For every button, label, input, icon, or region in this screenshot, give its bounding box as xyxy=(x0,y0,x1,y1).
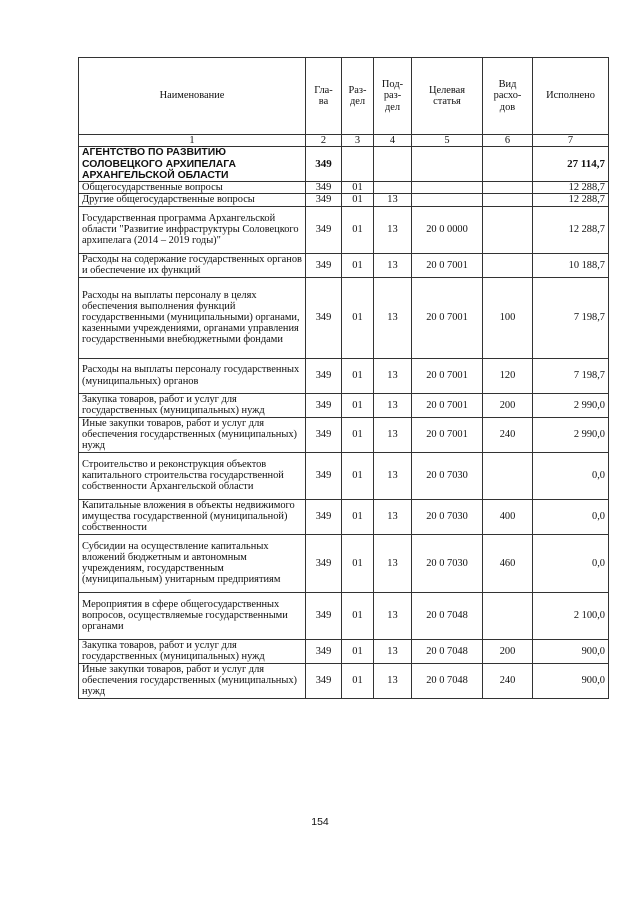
row-name: Субсидии на осуществление капитальных вложений бюджетным и автономным учреждениям, государственным (муниципальным) унитарным предприятиям xyxy=(79,534,306,592)
row-tselevaya: 20 0 7030 xyxy=(412,499,483,534)
agency-row xyxy=(79,147,609,182)
header-podrazdel: Под- раз- дел xyxy=(374,58,412,135)
row-podrazdel xyxy=(374,182,412,194)
row-vid: 240 xyxy=(483,417,533,452)
row-vid xyxy=(483,194,533,206)
row-name: Капитальные вложения в объекты недвижимого имущества государственной (муниципальной) собственности xyxy=(79,499,306,534)
row-razdel: 01 xyxy=(342,182,374,194)
row-name: Общегосударственные вопросы xyxy=(79,182,306,194)
row-tselevaya: 20 0 7001 xyxy=(412,393,483,417)
row-razdel: 01 xyxy=(342,417,374,452)
row-name: Другие общегосударственные вопросы xyxy=(79,194,306,206)
row-razdel: 01 xyxy=(342,639,374,663)
table-row xyxy=(79,206,609,253)
row-podrazdel: 13 xyxy=(374,592,412,639)
row-podrazdel: 13 xyxy=(374,277,412,358)
header-tselevaya: Целевая статья xyxy=(412,58,483,135)
header-ispolneno: Исполнено xyxy=(533,58,609,135)
row-glava: 349 xyxy=(306,358,342,393)
row-tselevaya: 20 0 7001 xyxy=(412,417,483,452)
col-number: 4 xyxy=(374,135,412,147)
row-podrazdel: 13 xyxy=(374,499,412,534)
row-razdel: 01 xyxy=(342,206,374,253)
col-number: 3 xyxy=(342,135,374,147)
row-vid: 120 xyxy=(483,358,533,393)
row-name: Иные закупки товаров, работ и услуг для обеспечения государственных (муниципальных) нужд xyxy=(79,663,306,698)
row-tselevaya: 20 0 7001 xyxy=(412,358,483,393)
column-number-row xyxy=(79,135,609,147)
row-tselevaya: 20 0 7030 xyxy=(412,452,483,499)
col-number: 1 xyxy=(79,135,306,147)
page-number: 154 xyxy=(311,816,329,828)
row-vid: 460 xyxy=(483,534,533,592)
row-name: Закупка товаров, работ и услуг для государственных (муниципальных) нужд xyxy=(79,393,306,417)
row-glava: 349 xyxy=(306,452,342,499)
row-razdel: 01 xyxy=(342,194,374,206)
table-row xyxy=(79,182,609,194)
budget-table xyxy=(78,57,609,699)
row-vid: 100 xyxy=(483,277,533,358)
row-amount: 900,0 xyxy=(533,663,609,698)
row-tselevaya: 20 0 7048 xyxy=(412,663,483,698)
row-vid: 240 xyxy=(483,663,533,698)
row-glava: 349 xyxy=(306,639,342,663)
row-amount: 2 990,0 xyxy=(533,393,609,417)
row-amount: 900,0 xyxy=(533,639,609,663)
row-podrazdel: 13 xyxy=(374,534,412,592)
row-name: Расходы на выплаты персоналу государственных (муниципальных) органов xyxy=(79,358,306,393)
row-tselevaya: 20 0 7001 xyxy=(412,253,483,277)
col-number: 7 xyxy=(533,135,609,147)
row-name: АГЕНТСТВО ПО РАЗВИТИЮ СОЛОВЕЦКОГО АРХИПЕЛАГА АРХАНГЕЛЬСКОЙ ОБЛАСТИ xyxy=(79,147,306,182)
row-podrazdel: 13 xyxy=(374,417,412,452)
row-amount: 0,0 xyxy=(533,499,609,534)
row-amount: 12 288,7 xyxy=(533,194,609,206)
row-amount: 12 288,7 xyxy=(533,206,609,253)
header-vid: Вид расхо- дов xyxy=(483,58,533,135)
row-tselevaya xyxy=(412,147,483,182)
table-row xyxy=(79,393,609,417)
row-glava: 349 xyxy=(306,194,342,206)
row-amount: 0,0 xyxy=(533,534,609,592)
row-vid: 200 xyxy=(483,393,533,417)
table-row xyxy=(79,592,609,639)
row-razdel: 01 xyxy=(342,253,374,277)
table-row xyxy=(79,277,609,358)
header-razdel: Раз- дел xyxy=(342,58,374,135)
row-name: Закупка товаров, работ и услуг для государственных (муниципальных) нужд xyxy=(79,639,306,663)
row-podrazdel: 13 xyxy=(374,393,412,417)
row-razdel: 01 xyxy=(342,663,374,698)
row-glava: 349 xyxy=(306,182,342,194)
row-razdel: 01 xyxy=(342,452,374,499)
row-tselevaya: 20 0 7048 xyxy=(412,639,483,663)
row-podrazdel: 13 xyxy=(374,194,412,206)
row-glava: 349 xyxy=(306,663,342,698)
header-glava: Гла- ва xyxy=(306,58,342,135)
row-tselevaya: 20 0 7048 xyxy=(412,592,483,639)
table-row xyxy=(79,499,609,534)
row-tselevaya: 20 0 7001 xyxy=(412,277,483,358)
row-podrazdel: 13 xyxy=(374,452,412,499)
row-podrazdel: 13 xyxy=(374,663,412,698)
row-vid xyxy=(483,147,533,182)
row-glava: 349 xyxy=(306,592,342,639)
table-row xyxy=(79,358,609,393)
row-vid xyxy=(483,452,533,499)
row-amount: 0,0 xyxy=(533,452,609,499)
row-amount: 27 114,7 xyxy=(533,147,609,182)
row-amount: 7 198,7 xyxy=(533,358,609,393)
table-row xyxy=(79,663,609,698)
table-header-row xyxy=(79,58,609,135)
col-number: 5 xyxy=(412,135,483,147)
table-row xyxy=(79,452,609,499)
row-tselevaya: 20 0 0000 xyxy=(412,206,483,253)
row-vid xyxy=(483,206,533,253)
row-razdel: 01 xyxy=(342,534,374,592)
row-name: Мероприятия в сфере общегосударственных вопросов, осуществляемые государственными органами xyxy=(79,592,306,639)
row-vid xyxy=(483,253,533,277)
row-amount: 2 100,0 xyxy=(533,592,609,639)
row-name: Расходы на выплаты персоналу в целях обеспечения выполнения функций государственными (муниципальными) органами, казенными учреждениями, органами управления государственными внебюджетными фондами xyxy=(79,277,306,358)
row-amount: 2 990,0 xyxy=(533,417,609,452)
row-tselevaya xyxy=(412,182,483,194)
row-glava: 349 xyxy=(306,253,342,277)
row-razdel xyxy=(342,147,374,182)
row-razdel: 01 xyxy=(342,358,374,393)
row-glava: 349 xyxy=(306,499,342,534)
row-razdel: 01 xyxy=(342,277,374,358)
table-row xyxy=(79,253,609,277)
row-glava: 349 xyxy=(306,147,342,182)
table-row xyxy=(79,194,609,206)
row-name: Иные закупки товаров, работ и услуг для обеспечения государственных (муниципальных) нужд xyxy=(79,417,306,452)
row-podrazdel: 13 xyxy=(374,206,412,253)
row-name: Строительство и реконструкция объектов капитального строительства государственной собственности Архангельской области xyxy=(79,452,306,499)
row-vid xyxy=(483,592,533,639)
row-razdel: 01 xyxy=(342,499,374,534)
row-tselevaya: 20 0 7030 xyxy=(412,534,483,592)
col-number: 2 xyxy=(306,135,342,147)
row-glava: 349 xyxy=(306,534,342,592)
row-amount: 10 188,7 xyxy=(533,253,609,277)
header-name: Наименование xyxy=(79,58,306,135)
row-vid xyxy=(483,182,533,194)
row-glava: 349 xyxy=(306,393,342,417)
row-amount: 12 288,7 xyxy=(533,182,609,194)
table-row xyxy=(79,534,609,592)
row-glava: 349 xyxy=(306,206,342,253)
row-podrazdel: 13 xyxy=(374,639,412,663)
row-vid: 400 xyxy=(483,499,533,534)
row-glava: 349 xyxy=(306,277,342,358)
row-amount: 7 198,7 xyxy=(533,277,609,358)
row-podrazdel: 13 xyxy=(374,358,412,393)
row-name: Расходы на содержание государственных органов и обеспечение их функций xyxy=(79,253,306,277)
row-razdel: 01 xyxy=(342,393,374,417)
row-podrazdel: 13 xyxy=(374,253,412,277)
table-row xyxy=(79,639,609,663)
row-vid: 200 xyxy=(483,639,533,663)
row-glava: 349 xyxy=(306,417,342,452)
table-row xyxy=(79,417,609,452)
row-razdel: 01 xyxy=(342,592,374,639)
row-podrazdel xyxy=(374,147,412,182)
row-tselevaya xyxy=(412,194,483,206)
row-name: Государственная программа Архангельской области "Развитие инфраструктуры Соловецкого архипелага (2014 – 2019 годы)" xyxy=(79,206,306,253)
col-number: 6 xyxy=(483,135,533,147)
